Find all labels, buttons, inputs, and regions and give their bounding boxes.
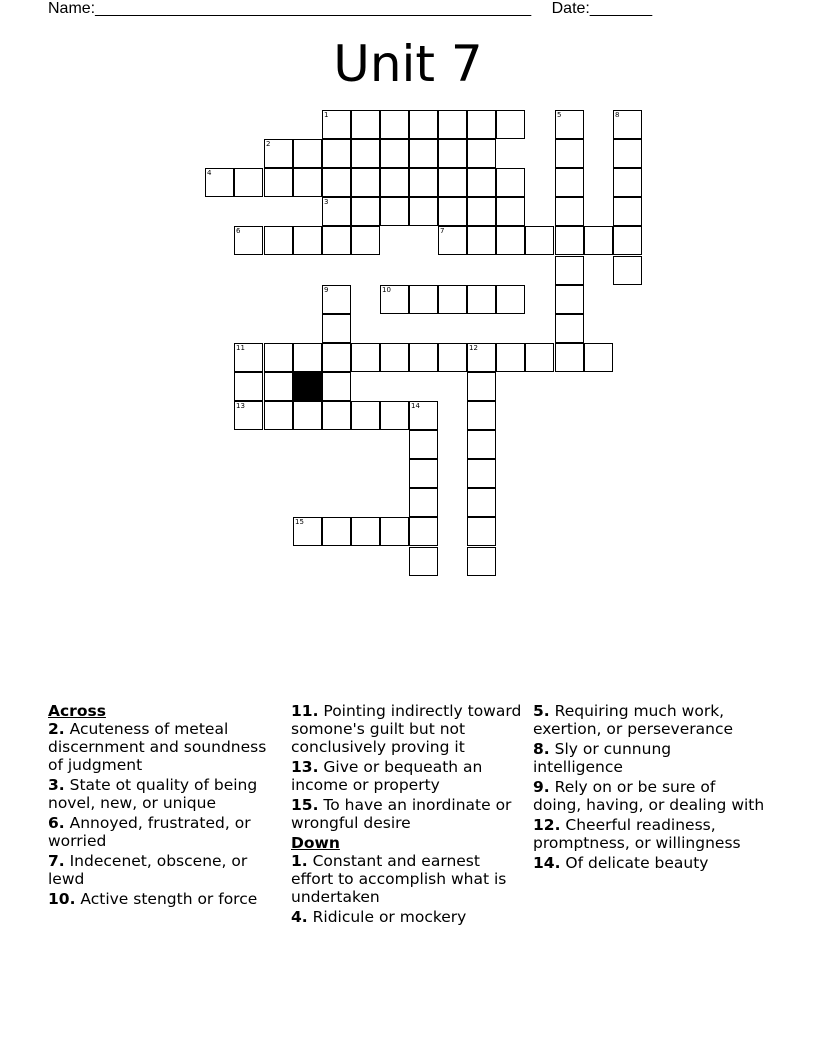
grid-cell[interactable] bbox=[264, 168, 293, 197]
grid-cell[interactable] bbox=[613, 256, 642, 285]
clue-text: Give or bequeath an income or property bbox=[291, 758, 483, 794]
grid-cell[interactable] bbox=[467, 110, 496, 139]
clue-item bbox=[533, 740, 765, 776]
grid-cell[interactable] bbox=[409, 139, 438, 168]
grid-cell[interactable] bbox=[613, 226, 642, 255]
cell-number: 1 bbox=[324, 111, 329, 119]
grid-cell[interactable] bbox=[555, 110, 584, 139]
clue-text: Acuteness of meteal discernment and soundness of judgment bbox=[48, 720, 267, 774]
clue-number: 11. bbox=[291, 702, 319, 720]
grid-cell[interactable] bbox=[555, 314, 584, 343]
cell-number: 3 bbox=[324, 198, 329, 206]
grid-cell[interactable] bbox=[496, 285, 525, 314]
grid-cell[interactable] bbox=[234, 343, 263, 372]
grid-cell[interactable] bbox=[293, 343, 322, 372]
cell-number: 12 bbox=[469, 344, 478, 352]
across-clues-list-continued bbox=[291, 702, 527, 832]
clue-item bbox=[291, 758, 527, 794]
grid-cell[interactable] bbox=[438, 226, 467, 255]
grid-cell[interactable] bbox=[380, 401, 409, 430]
grid-cell[interactable] bbox=[234, 372, 263, 401]
grid-cell[interactable] bbox=[496, 343, 525, 372]
clue-item bbox=[533, 702, 765, 738]
grid-cell[interactable] bbox=[409, 430, 438, 459]
clue-text: To have an inordinate or wrongful desire bbox=[291, 796, 512, 832]
grid-cell[interactable] bbox=[496, 197, 525, 226]
cell-number: 4 bbox=[207, 169, 212, 177]
grid-cell[interactable] bbox=[380, 139, 409, 168]
grid-cell[interactable] bbox=[234, 168, 263, 197]
clue-item bbox=[291, 852, 527, 906]
down-heading: Down bbox=[291, 834, 340, 852]
clue-item bbox=[291, 702, 527, 756]
clue-number: 9. bbox=[533, 778, 550, 796]
grid-cell[interactable] bbox=[613, 110, 642, 139]
clue-item bbox=[48, 776, 284, 812]
clue-text: Constant and earnest effort to accomplish what is undertaken bbox=[291, 852, 507, 906]
grid-cell[interactable] bbox=[409, 197, 438, 226]
grid-cell[interactable] bbox=[467, 168, 496, 197]
clue-item bbox=[533, 854, 765, 872]
grid-cell[interactable] bbox=[555, 343, 584, 372]
grid-cell[interactable] bbox=[467, 139, 496, 168]
grid-cell[interactable] bbox=[293, 139, 322, 168]
clue-text: Pointing indirectly toward somone's guilt but not conclusively proving it bbox=[291, 702, 522, 756]
grid-cell[interactable] bbox=[467, 372, 496, 401]
clue-number: 5. bbox=[533, 702, 550, 720]
clue-number: 2. bbox=[48, 720, 65, 738]
clue-text: Annoyed, frustrated, or worried bbox=[48, 814, 251, 850]
clue-item bbox=[48, 890, 284, 908]
grid-cell[interactable] bbox=[467, 197, 496, 226]
grid-cell[interactable] bbox=[409, 517, 438, 546]
down-clues-list-continued bbox=[533, 702, 765, 872]
grid-cell[interactable] bbox=[322, 110, 351, 139]
clues-column-2 bbox=[291, 702, 527, 928]
grid-cell[interactable] bbox=[438, 168, 467, 197]
grid-cell[interactable] bbox=[496, 226, 525, 255]
grid-cell[interactable] bbox=[322, 168, 351, 197]
clue-number: 15. bbox=[291, 796, 319, 814]
clue-number: 6. bbox=[48, 814, 65, 832]
grid-cell[interactable] bbox=[351, 517, 380, 546]
grid-cell[interactable] bbox=[351, 168, 380, 197]
grid-cell[interactable] bbox=[351, 343, 380, 372]
clue-text: State ot quality of being novel, new, or unique bbox=[48, 776, 258, 812]
grid-cell[interactable] bbox=[438, 110, 467, 139]
name-label: Name: bbox=[48, 0, 96, 17]
grid-cell[interactable] bbox=[264, 343, 293, 372]
cell-number: 11 bbox=[236, 344, 245, 352]
grid-cell[interactable] bbox=[438, 343, 467, 372]
clue-text: Cheerful readiness, promptness, or willingness bbox=[533, 816, 741, 852]
grid-cell[interactable] bbox=[409, 168, 438, 197]
grid-cell[interactable] bbox=[264, 401, 293, 430]
cell-number: 14 bbox=[411, 402, 420, 410]
clue-number: 4. bbox=[291, 908, 308, 926]
clue-number: 8. bbox=[533, 740, 550, 758]
grid-cell[interactable] bbox=[380, 517, 409, 546]
clue-text: Rely on or be sure of doing, having, or dealing with bbox=[533, 778, 765, 814]
grid-cell[interactable] bbox=[264, 372, 293, 401]
cell-number: 7 bbox=[440, 227, 445, 235]
grid-cell[interactable] bbox=[467, 517, 496, 546]
cell-number: 15 bbox=[295, 518, 304, 526]
grid-cell[interactable] bbox=[264, 139, 293, 168]
cell-number: 10 bbox=[382, 286, 391, 294]
grid-cell[interactable] bbox=[322, 226, 351, 255]
grid-cell[interactable] bbox=[584, 226, 613, 255]
grid-cell[interactable] bbox=[351, 139, 380, 168]
grid-cell[interactable] bbox=[409, 401, 438, 430]
cell-number: 9 bbox=[324, 286, 329, 294]
grid-cell[interactable] bbox=[613, 168, 642, 197]
black-cell bbox=[293, 372, 322, 401]
grid-cell[interactable] bbox=[496, 168, 525, 197]
grid-cell[interactable] bbox=[555, 226, 584, 255]
grid-cell[interactable] bbox=[234, 226, 263, 255]
grid-cell[interactable] bbox=[409, 459, 438, 488]
grid-cell[interactable] bbox=[293, 517, 322, 546]
grid-cell[interactable] bbox=[584, 343, 613, 372]
grid-cell[interactable] bbox=[467, 488, 496, 517]
grid-cell[interactable] bbox=[467, 547, 496, 576]
clue-item bbox=[48, 720, 284, 774]
grid-cell[interactable] bbox=[409, 343, 438, 372]
cell-number: 2 bbox=[266, 140, 271, 148]
clue-number: 1. bbox=[291, 852, 308, 870]
grid-cell[interactable] bbox=[351, 401, 380, 430]
clues-column-3 bbox=[533, 702, 765, 874]
grid-cell[interactable] bbox=[467, 401, 496, 430]
clue-item bbox=[48, 814, 284, 850]
clue-item bbox=[291, 796, 527, 832]
grid-cell[interactable] bbox=[234, 401, 263, 430]
grid-cell[interactable] bbox=[555, 168, 584, 197]
cell-number: 5 bbox=[557, 111, 562, 119]
grid-cell[interactable] bbox=[351, 226, 380, 255]
grid-cell[interactable] bbox=[438, 139, 467, 168]
down-clues-list bbox=[291, 852, 527, 926]
grid-cell[interactable] bbox=[293, 226, 322, 255]
grid-cell[interactable] bbox=[351, 197, 380, 226]
grid-cell[interactable] bbox=[380, 168, 409, 197]
clue-number: 12. bbox=[533, 816, 561, 834]
clue-item bbox=[533, 816, 765, 852]
grid-cell[interactable] bbox=[322, 139, 351, 168]
clue-number: 7. bbox=[48, 852, 65, 870]
across-clues-list bbox=[48, 720, 284, 908]
cell-number: 8 bbox=[615, 111, 620, 119]
clue-text: Indecenet, obscene, or lewd bbox=[48, 852, 248, 888]
grid-cell[interactable] bbox=[467, 343, 496, 372]
grid-cell[interactable] bbox=[409, 488, 438, 517]
grid-cell[interactable] bbox=[293, 401, 322, 430]
clue-number: 13. bbox=[291, 758, 319, 776]
grid-cell[interactable] bbox=[555, 285, 584, 314]
date-label: Date: bbox=[551, 0, 590, 17]
grid-cell[interactable] bbox=[322, 401, 351, 430]
grid-cell[interactable] bbox=[467, 226, 496, 255]
grid-cell[interactable] bbox=[555, 139, 584, 168]
grid-cell[interactable] bbox=[380, 343, 409, 372]
grid-cell[interactable] bbox=[351, 110, 380, 139]
cell-number: 6 bbox=[236, 227, 241, 235]
grid-cell[interactable] bbox=[525, 343, 554, 372]
cell-number: 13 bbox=[236, 402, 245, 410]
clues-column-1 bbox=[48, 702, 284, 910]
grid-cell[interactable] bbox=[555, 256, 584, 285]
grid-cell[interactable] bbox=[409, 285, 438, 314]
grid-cell[interactable] bbox=[205, 168, 234, 197]
name-field[interactable]: _________________________________________________ bbox=[95, 0, 532, 17]
clue-text: Requiring much work, exertion, or perseverance bbox=[533, 702, 734, 738]
grid-cell[interactable] bbox=[467, 285, 496, 314]
grid-cell[interactable] bbox=[322, 197, 351, 226]
clue-text: Ridicule or mockery bbox=[307, 908, 467, 926]
clue-item bbox=[291, 908, 527, 926]
grid-cell[interactable] bbox=[380, 285, 409, 314]
grid-cell[interactable] bbox=[467, 430, 496, 459]
grid-cell[interactable] bbox=[496, 110, 525, 139]
page-title: Unit 7 bbox=[333, 35, 483, 93]
grid-cell[interactable] bbox=[555, 197, 584, 226]
grid-cell[interactable] bbox=[438, 197, 467, 226]
grid-cell[interactable] bbox=[322, 372, 351, 401]
grid-cell[interactable] bbox=[438, 285, 467, 314]
across-heading: Across bbox=[48, 702, 106, 720]
grid-cell[interactable] bbox=[322, 314, 351, 343]
grid-cell[interactable] bbox=[409, 110, 438, 139]
grid-cell[interactable] bbox=[525, 226, 554, 255]
clue-text: Of delicate beauty bbox=[560, 854, 709, 872]
grid-cell[interactable] bbox=[293, 168, 322, 197]
grid-cell[interactable] bbox=[264, 226, 293, 255]
clue-number: 14. bbox=[533, 854, 561, 872]
date-field[interactable]: _______ bbox=[589, 0, 653, 17]
grid-cell[interactable] bbox=[613, 139, 642, 168]
grid-cell[interactable] bbox=[467, 459, 496, 488]
clue-item bbox=[48, 852, 284, 888]
clue-number: 10. bbox=[48, 890, 76, 908]
grid-cell[interactable] bbox=[613, 197, 642, 226]
grid-cell[interactable] bbox=[380, 110, 409, 139]
grid-cell[interactable] bbox=[380, 197, 409, 226]
grid-cell[interactable] bbox=[322, 285, 351, 314]
grid-cell[interactable] bbox=[322, 517, 351, 546]
clue-item bbox=[533, 778, 765, 814]
grid-cell[interactable] bbox=[322, 343, 351, 372]
clue-text: Active stength or force bbox=[75, 890, 258, 908]
clue-text: Sly or cunnung intelligence bbox=[533, 740, 672, 776]
grid-cell[interactable] bbox=[409, 547, 438, 576]
clue-number: 3. bbox=[48, 776, 65, 794]
